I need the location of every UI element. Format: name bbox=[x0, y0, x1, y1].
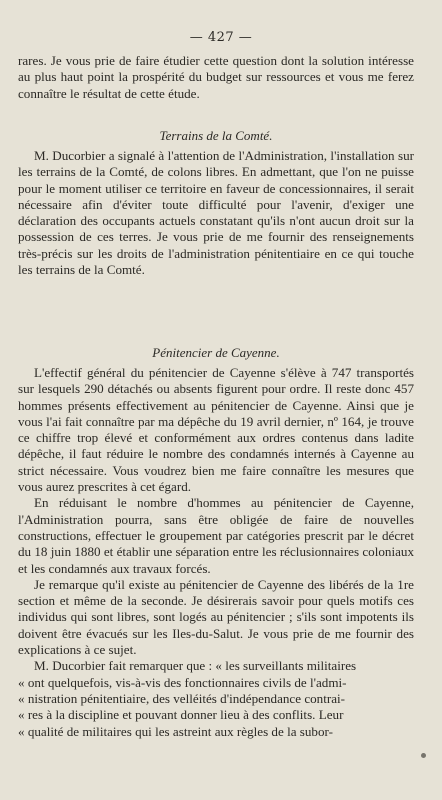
comte-paragraph: M. Ducorbier a signalé à l'attention de l'Administration, l'installation sur les terrains de la Comté, de colons libres. En admettant, que l'on ne puisse pour le moment utiliser ce territoire en faveur de concessionnaires, il serait nécessaire afin d'éviter toute difficulté pour l'avenir, d'exiger une déclaration des occupants actuels constatant qu'ils n'ont aucun droit sur la possession de ces terres. Je vous prie de me fournir des renseignements très-précis sur les droits de l'administration pénitentiaire en ce qui touche les terrains de la Comté. bbox=[18, 148, 414, 278]
quote-line: « nistration pénitentiaire, des velléités d'indépendance contrai- bbox=[18, 690, 346, 706]
lead-text-block bbox=[18, 53, 414, 102]
quote-line: « qualité de militaires qui les astreint aux règles de la subor- bbox=[18, 723, 333, 739]
section-comte bbox=[18, 128, 414, 278]
section-cayenne bbox=[18, 345, 414, 740]
page-number: — 427 — bbox=[189, 30, 253, 45]
cayenne-paragraph-2: En réduisant le nombre d'hommes au pénitencier de Cayenne, l'Administration pourra, sans être obligée de faire de nouvelles constructions, effectuer le groupement par catégories prescrit par le décret du 18 juin 1880 et établir une séparation entre les réclusionnaires coloniaux et les condamnés aux travaux forcés. bbox=[18, 495, 414, 576]
section-heading-comte: Terrains de la Comté. bbox=[159, 128, 273, 143]
lead-paragraph: rares. Je vous prie de faire étudier cette question dont la solution intéresse au plus haut point la prospérité du budget sur ressources et vous me ferez connaître le résultat de cette étude. bbox=[18, 53, 414, 101]
quote-line: « res à la discipline et pouvant donner lieu à des conflits. Leur bbox=[18, 707, 344, 723]
margin-dot-mark bbox=[421, 753, 426, 758]
quote-intro: M. Ducorbier fait remarquer que : « les surveillants militaires bbox=[34, 658, 357, 674]
quote-line: « ont quelquefois, vis-à-vis des fonctionnaires civils de l'admi- bbox=[18, 674, 347, 690]
section-heading-cayenne: Pénitencier de Cayenne. bbox=[152, 345, 280, 360]
cayenne-paragraph-1: L'effectif général du pénitencier de Cayenne s'élève à 747 transportés sur lesquels 290 détachés ou absents figurent pour ordre. Il reste donc 457 hommes présents effectivement au pénitencier de Cayenne. Ainsi que je vous l'ai fait connaître par ma dépêche du 19 avril dernier, nº 164, je trouve ce chiffre trop élevé et conformément aux ordres contenus dans ladite dépêche, il faut réduire le nombre des condamnés internés à Cayenne au strict nécessaire. Vous voudrez bien me faire connaître les mesures que vous aurez prescrites à cet égard. bbox=[18, 365, 414, 495]
cayenne-paragraph-3: Je remarque qu'il existe au pénitencier de Cayenne des libérés de la 1re section et même de la seconde. Je désirerais savoir pour quels motifs ces individus qui sont libres, sont logés au pénitencier ; s'ils sont impotents ils doivent être évacués sur les Iles-du-Salut. Je vous prie de me fournir des explications à ce sujet. bbox=[18, 576, 414, 658]
quote-block bbox=[18, 675, 414, 740]
